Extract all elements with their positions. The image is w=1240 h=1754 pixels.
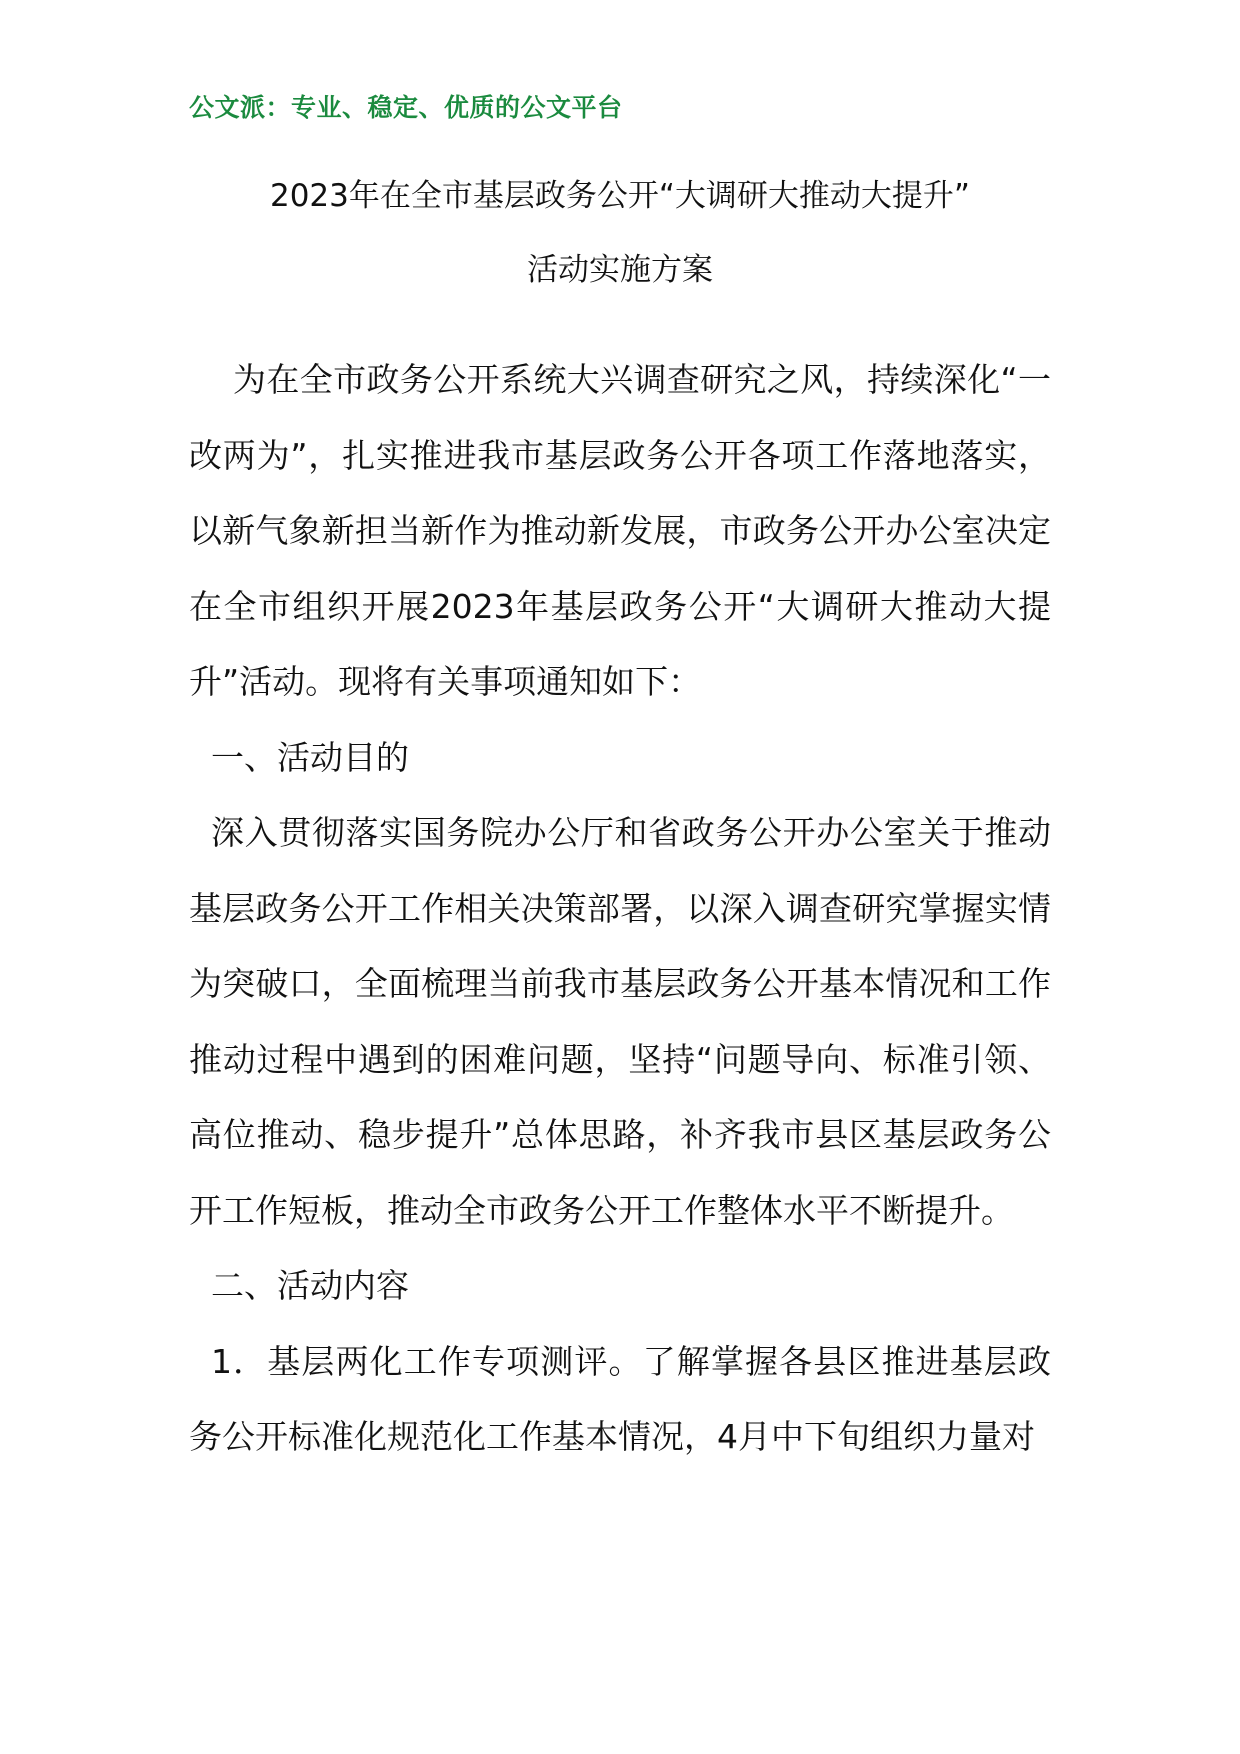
document-body — [189, 342, 1051, 1475]
section-1-heading: 一、活动目的 — [211, 737, 409, 777]
intro-paragraph: 为在全市政务公开系统大兴调查研究之风，持续深化“一改两为”，扎实推进我市基层政务公开各项工作落地落实，以新气象新担当新作为推动新发展，市政务公开办公室决定在全市组织开展2023年基层政务公开“大调研大推动大提升”活动。现将有关事项通知如下： — [189, 360, 1051, 701]
document-title-line-1: 2023年在全市基层政务公开“大调研大推动大提升” — [269, 178, 970, 214]
header-banner: 公文派：专业、稳定、优质的公文平台 — [189, 93, 623, 122]
section-2-heading: 二、活动内容 — [211, 1266, 409, 1305]
section-1-paragraph: 深入贯彻落实国务院办公厅和省政务公开办公室关于推动基层政务公开工作相关决策部署，以深入调查研究掌握实情为突破口，全面梳理当前我市基层政务公开基本情况和工作推动过程中遇到的困难问题，坚持“问题导向、标准引领、高位推动、稳步提升”总体思路，补齐我市县区基层政务公开工作短板，推动全市政务公开工作整体水平不断提升。 — [189, 813, 1051, 1230]
document-title-line-2: 活动实施方案 — [527, 252, 713, 288]
item-1-paragraph: 1．基层两化工作专项测评。了解掌握各县区推进基层政务公开标准化规范化工作基本情况，4月中下旬组织力量对 — [189, 1341, 1051, 1456]
